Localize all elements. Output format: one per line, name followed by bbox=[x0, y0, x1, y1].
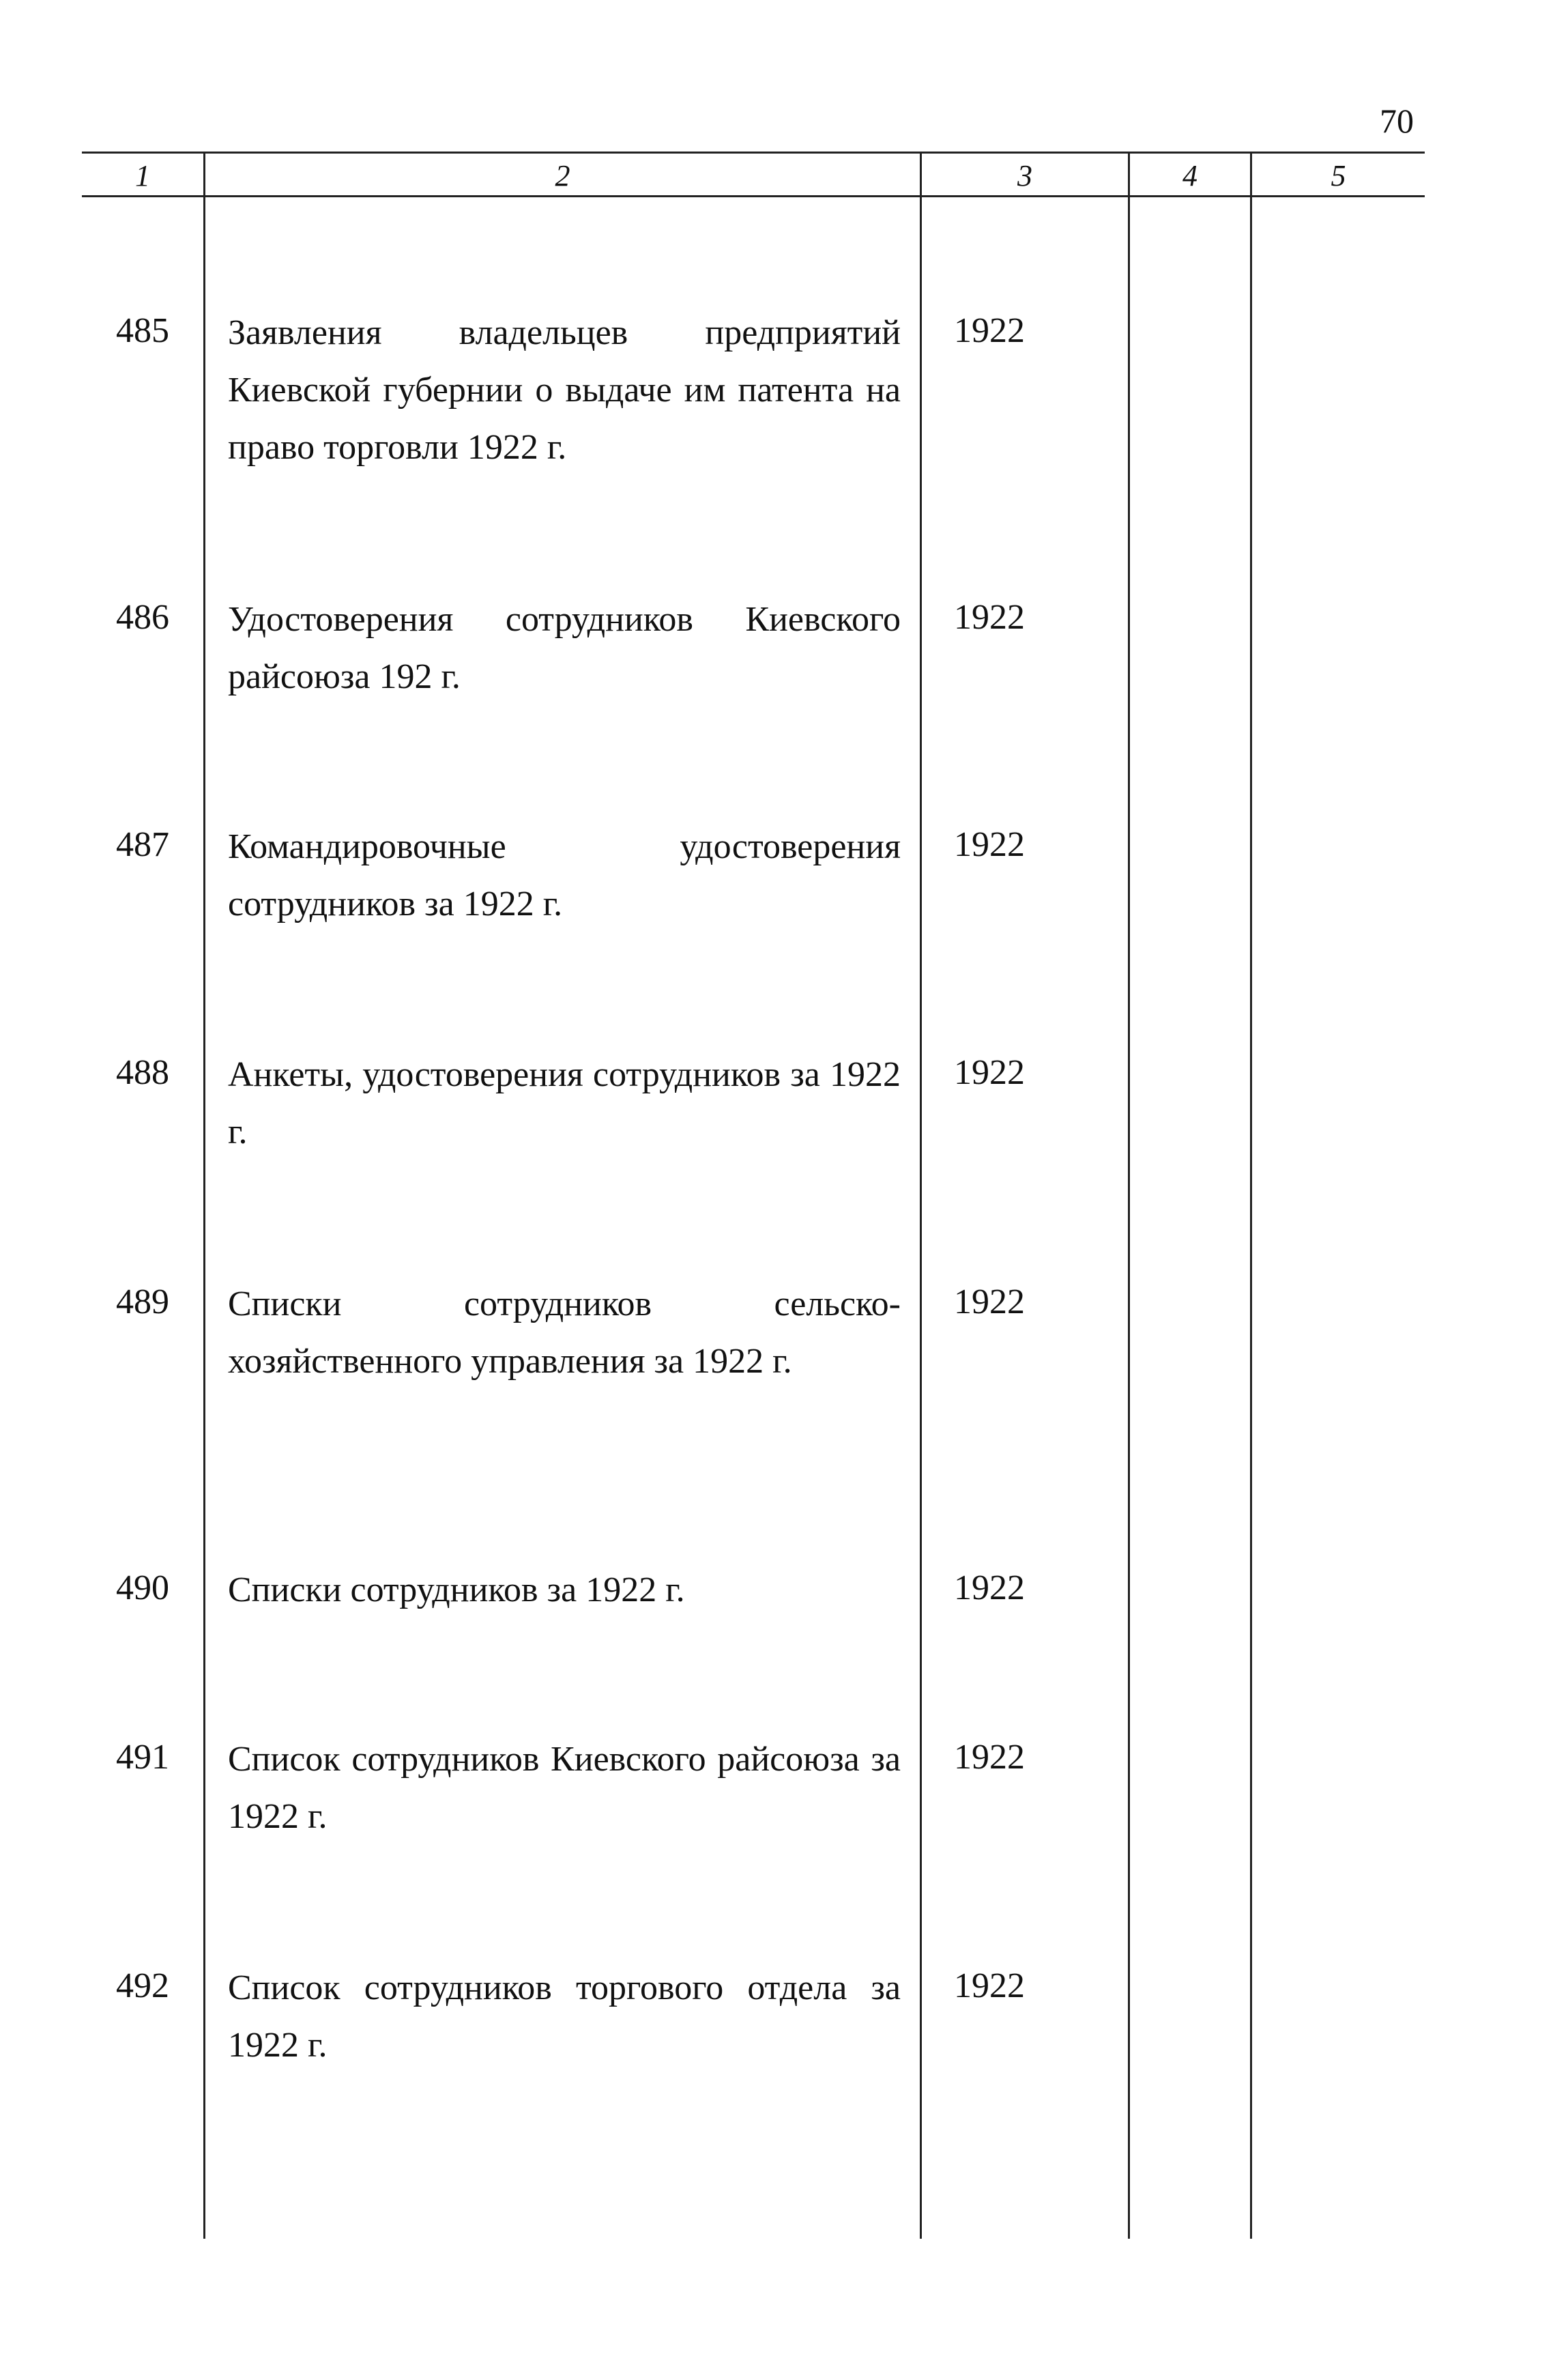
table-top-rule bbox=[82, 152, 1425, 154]
column-header-1: 1 bbox=[135, 159, 150, 192]
row-year: 1922 bbox=[954, 1966, 1025, 2005]
row-description: Командировочные удостоверения сотрудников за 1922 г. bbox=[228, 827, 901, 923]
row-year: 1922 bbox=[954, 1568, 1025, 1607]
row-description: Удостоверения сотрудников Киевского райсоюза 192 г. bbox=[228, 600, 901, 696]
column-divider-3 bbox=[1128, 152, 1130, 2239]
row-number: 486 bbox=[116, 598, 169, 637]
row-number: 487 bbox=[116, 825, 169, 864]
row-number: 488 bbox=[116, 1053, 169, 1092]
column-header-2: 2 bbox=[555, 159, 570, 192]
row-description: Списки сотрудников за 1922 г. bbox=[228, 1571, 685, 1609]
row-year: 1922 bbox=[954, 1282, 1025, 1321]
row-description: Списки сотрудников сельско-хозяйственного управления за 1922 г. bbox=[228, 1285, 901, 1381]
row-description: Заявления владельцев предприятий Киевской губернии о выдаче им патента на право торговли 1922 г. bbox=[228, 313, 901, 467]
row-year: 1922 bbox=[954, 1053, 1025, 1092]
column-header-5: 5 bbox=[1331, 159, 1346, 192]
column-divider-2 bbox=[920, 152, 922, 2239]
row-number: 489 bbox=[116, 1282, 169, 1321]
row-year: 1922 bbox=[954, 1738, 1025, 1777]
column-header-3: 3 bbox=[1017, 159, 1032, 192]
row-year: 1922 bbox=[954, 311, 1025, 350]
row-year: 1922 bbox=[954, 825, 1025, 864]
row-description: Анкеты, удостоверения сотрудников за 1922 г. bbox=[228, 1055, 901, 1151]
row-number: 491 bbox=[116, 1738, 169, 1777]
header-bottom-rule bbox=[82, 195, 1425, 197]
row-year: 1922 bbox=[954, 598, 1025, 637]
row-description: Список сотрудников Киевского райсоюза за 1922 г. bbox=[228, 1740, 901, 1836]
row-number: 492 bbox=[116, 1966, 169, 2005]
row-number: 485 bbox=[116, 311, 169, 350]
row-description: Список сотрудников торгового отдела за 1922 г. bbox=[228, 1968, 901, 2065]
column-header-4: 4 bbox=[1182, 159, 1197, 192]
row-number: 490 bbox=[116, 1568, 169, 1607]
column-divider-1 bbox=[203, 152, 205, 2239]
column-divider-4 bbox=[1250, 152, 1252, 2239]
page-number: 70 bbox=[1380, 102, 1414, 140]
